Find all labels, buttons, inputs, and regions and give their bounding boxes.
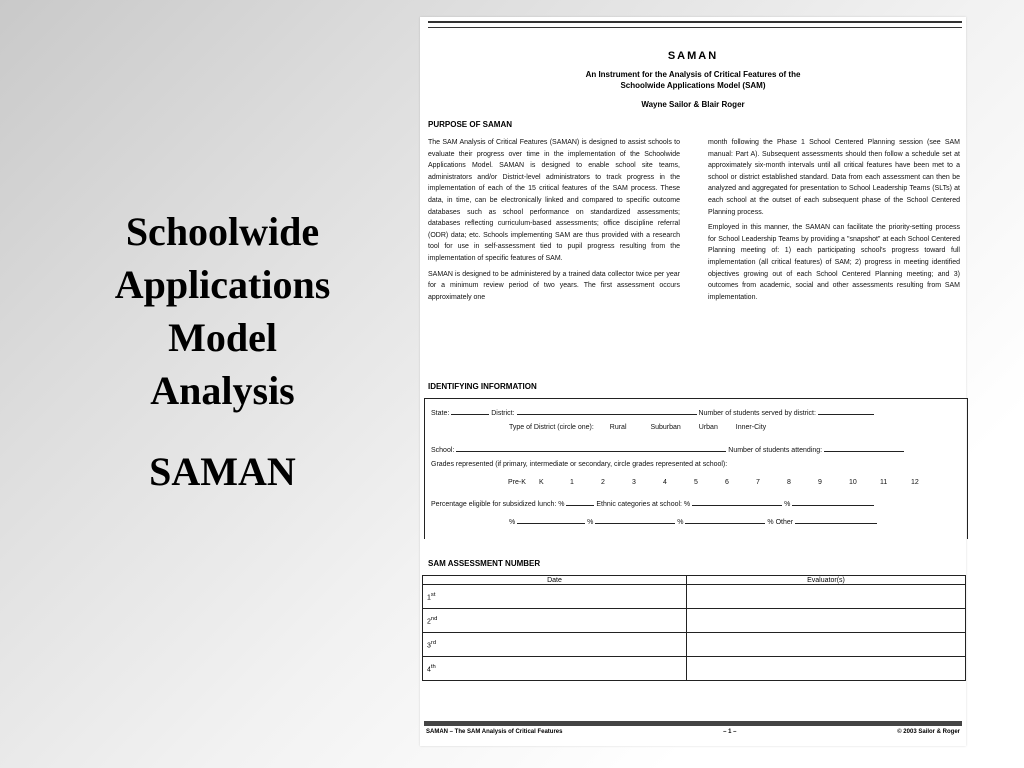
ethnic-field[interactable]: [692, 497, 782, 506]
footer-left: SAMAN – The SAM Analysis of Critical Features: [426, 729, 563, 735]
slide-title-line: Model: [168, 315, 277, 360]
lunch-label: Percentage eligible for subsidized lunch: %: [431, 501, 565, 508]
students-attending-label: Number of students attending:: [728, 447, 823, 454]
slide-title-line: Schoolwide: [125, 209, 320, 254]
grade-option[interactable]: 1: [570, 479, 574, 486]
identifying-heading: IDENTIFYING INFORMATION: [428, 382, 537, 391]
assessment-ordinal: rd: [430, 639, 437, 646]
paragraph: month following the Phase 1 School Centered Planning session (see SAM manual: Part A). Subsequent assessments should then follow a schedule set at approximately six-month intervals until all critical features have been met to a school or district established standard. Data from each assessment can then be analyzed and aggregated for presentation to School Leadership Teams (SLTs) at each school at the outset of each subsequent phase of the School Centered Planning process.: [708, 139, 960, 216]
students-served-label: Number of students served by district:: [698, 410, 816, 417]
assessment-table: [422, 575, 966, 681]
grade-option[interactable]: 12: [911, 479, 919, 486]
grade-option[interactable]: 4: [663, 479, 667, 486]
assessment-number: 1: [427, 594, 431, 602]
purpose-left-column: [428, 137, 680, 307]
form-line-district-type: [509, 424, 766, 431]
school-label: School:: [431, 447, 455, 454]
purpose-right-column: [708, 137, 960, 307]
evaluator-cell[interactable]: [687, 633, 966, 657]
district-type-option[interactable]: Rural: [609, 424, 627, 431]
assessment-number: 2: [427, 618, 431, 626]
district-type-option[interactable]: Suburban: [650, 424, 681, 431]
document-authors: Wayne Sailor & Blair Roger: [641, 100, 745, 109]
grade-option[interactable]: 7: [756, 479, 760, 486]
district-field[interactable]: [517, 406, 697, 415]
assessment-ordinal: nd: [430, 615, 438, 622]
paragraph: The SAM Analysis of Critical Features (SAMAN) is designed to assist schools to evaluate their progress over time in the implementation of the Schoolwide Applications Model. SAMAN is designed to enable school site teams, administrators and/or District-level administrators to track progress in the implementation of each of the 15 critical features of the SAM process. These data, in time, can be electronically linked and compared to specific outcome databases such as school performance on standardized assessments; databases reflecting curriculum-based assessments; office discipline referral (ODR) data; etc. Schools implementing SAM are thus provided with a research tool for use in self-assessment tied to pupil progress resulting from the implementation of specific features of SAM.: [428, 139, 680, 262]
evaluator-cell[interactable]: [687, 585, 966, 609]
form-line-ethnic-2: [509, 515, 877, 526]
ethnic-field[interactable]: [792, 497, 874, 506]
grade-option[interactable]: K: [539, 479, 544, 486]
district-type-option[interactable]: Inner-City: [735, 424, 767, 431]
document-subtitle-line: Schoolwide Applications Model (SAM): [620, 81, 766, 90]
identifying-form: [424, 398, 968, 539]
document-subtitle: [420, 69, 966, 91]
school-field[interactable]: [456, 443, 726, 452]
grade-option[interactable]: 2: [601, 479, 605, 486]
percent-label: %: [509, 519, 516, 526]
grades-prompt: Grades represented (if primary, intermediate or secondary, circle grades represented at school):: [431, 461, 728, 468]
district-label: District:: [491, 410, 515, 417]
evaluator-column-header: Evaluator(s): [687, 576, 966, 585]
document-footer: [426, 729, 960, 735]
percent-label: %: [677, 519, 684, 526]
other-label: % Other: [767, 519, 794, 526]
district-type-label: Type of District (circle one):: [509, 424, 594, 431]
form-line-lunch: [431, 497, 874, 508]
grade-option[interactable]: 3: [632, 479, 636, 486]
grade-option[interactable]: Pre-K: [508, 479, 526, 486]
students-served-field[interactable]: [818, 406, 874, 415]
document-title: SAMAN: [667, 50, 719, 62]
grade-option[interactable]: 10: [849, 479, 857, 486]
grades-list: [508, 479, 942, 486]
paragraph: SAMAN is designed to be administered by a trained data collector twice per year for a minimum review period of two years. The first assessment occurs approximately one: [428, 270, 680, 301]
grade-option[interactable]: 8: [787, 479, 791, 486]
paragraph: Employed in this manner, the SAMAN can facilitate the priority-setting process for School Leadership Teams by providing a "snapshot" at each School Centered Planning meeting of: 1) each participating school's progress toward full implementation (all critical features) of SAM; 2) progress in meeting identified objectives growing out of each School Centered Planning meeting; and 3) outcomes from academic, social and other assessments resulting from SAM implementation.: [708, 224, 960, 301]
percent-label: %: [784, 501, 791, 508]
document-page: [420, 17, 966, 746]
table-row: [423, 609, 966, 633]
grade-option[interactable]: 6: [725, 479, 729, 486]
grade-option[interactable]: 11: [880, 479, 888, 486]
purpose-heading: PURPOSE OF SAMAN: [428, 120, 513, 129]
evaluator-cell[interactable]: [687, 657, 966, 681]
date-column-header: Date: [423, 576, 687, 585]
assessment-number: 4: [427, 666, 431, 674]
slide-title-line: Analysis: [150, 368, 295, 413]
slide-title-line: Applications: [114, 262, 331, 307]
slide-title: [90, 205, 355, 417]
date-cell[interactable]: [423, 609, 687, 633]
header-rule: [428, 21, 962, 28]
assessment-ordinal: st: [430, 591, 436, 598]
grade-option[interactable]: 9: [818, 479, 822, 486]
ethnic-field[interactable]: [685, 515, 765, 524]
ethnic-label: Ethnic categories at school: %: [596, 501, 691, 508]
evaluator-cell[interactable]: [687, 609, 966, 633]
date-cell[interactable]: [423, 633, 687, 657]
footer-page-number: – 1 –: [723, 729, 737, 735]
footer-copyright: © 2003 Sailor & Roger: [897, 729, 960, 735]
date-cell[interactable]: [423, 657, 687, 681]
ethnic-field[interactable]: [517, 515, 585, 524]
slide-subtitle: SAMAN: [149, 449, 296, 494]
assessment-number: 3: [427, 642, 431, 650]
table-row: [423, 633, 966, 657]
state-label: State:: [431, 410, 450, 417]
state-field[interactable]: [451, 406, 489, 415]
assessment-heading: SAM ASSESSMENT NUMBER: [428, 559, 541, 568]
ethnic-field[interactable]: [595, 515, 675, 524]
table-row: [423, 657, 966, 681]
percent-label: %: [587, 519, 594, 526]
date-cell[interactable]: [423, 585, 687, 609]
document-subtitle-line: An Instrument for the Analysis of Critical Features of the: [585, 70, 801, 79]
grade-option[interactable]: 5: [694, 479, 698, 486]
table-row: [423, 585, 966, 609]
students-attending-field[interactable]: [824, 443, 904, 452]
form-line-state: [431, 406, 874, 417]
footer-rule: [424, 721, 962, 726]
district-type-option[interactable]: Urban: [698, 424, 718, 431]
form-line-school: [431, 443, 904, 454]
table-header-row: [423, 576, 966, 585]
assessment-ordinal: th: [430, 663, 436, 670]
lunch-field[interactable]: [566, 497, 594, 506]
other-field[interactable]: [795, 515, 877, 524]
